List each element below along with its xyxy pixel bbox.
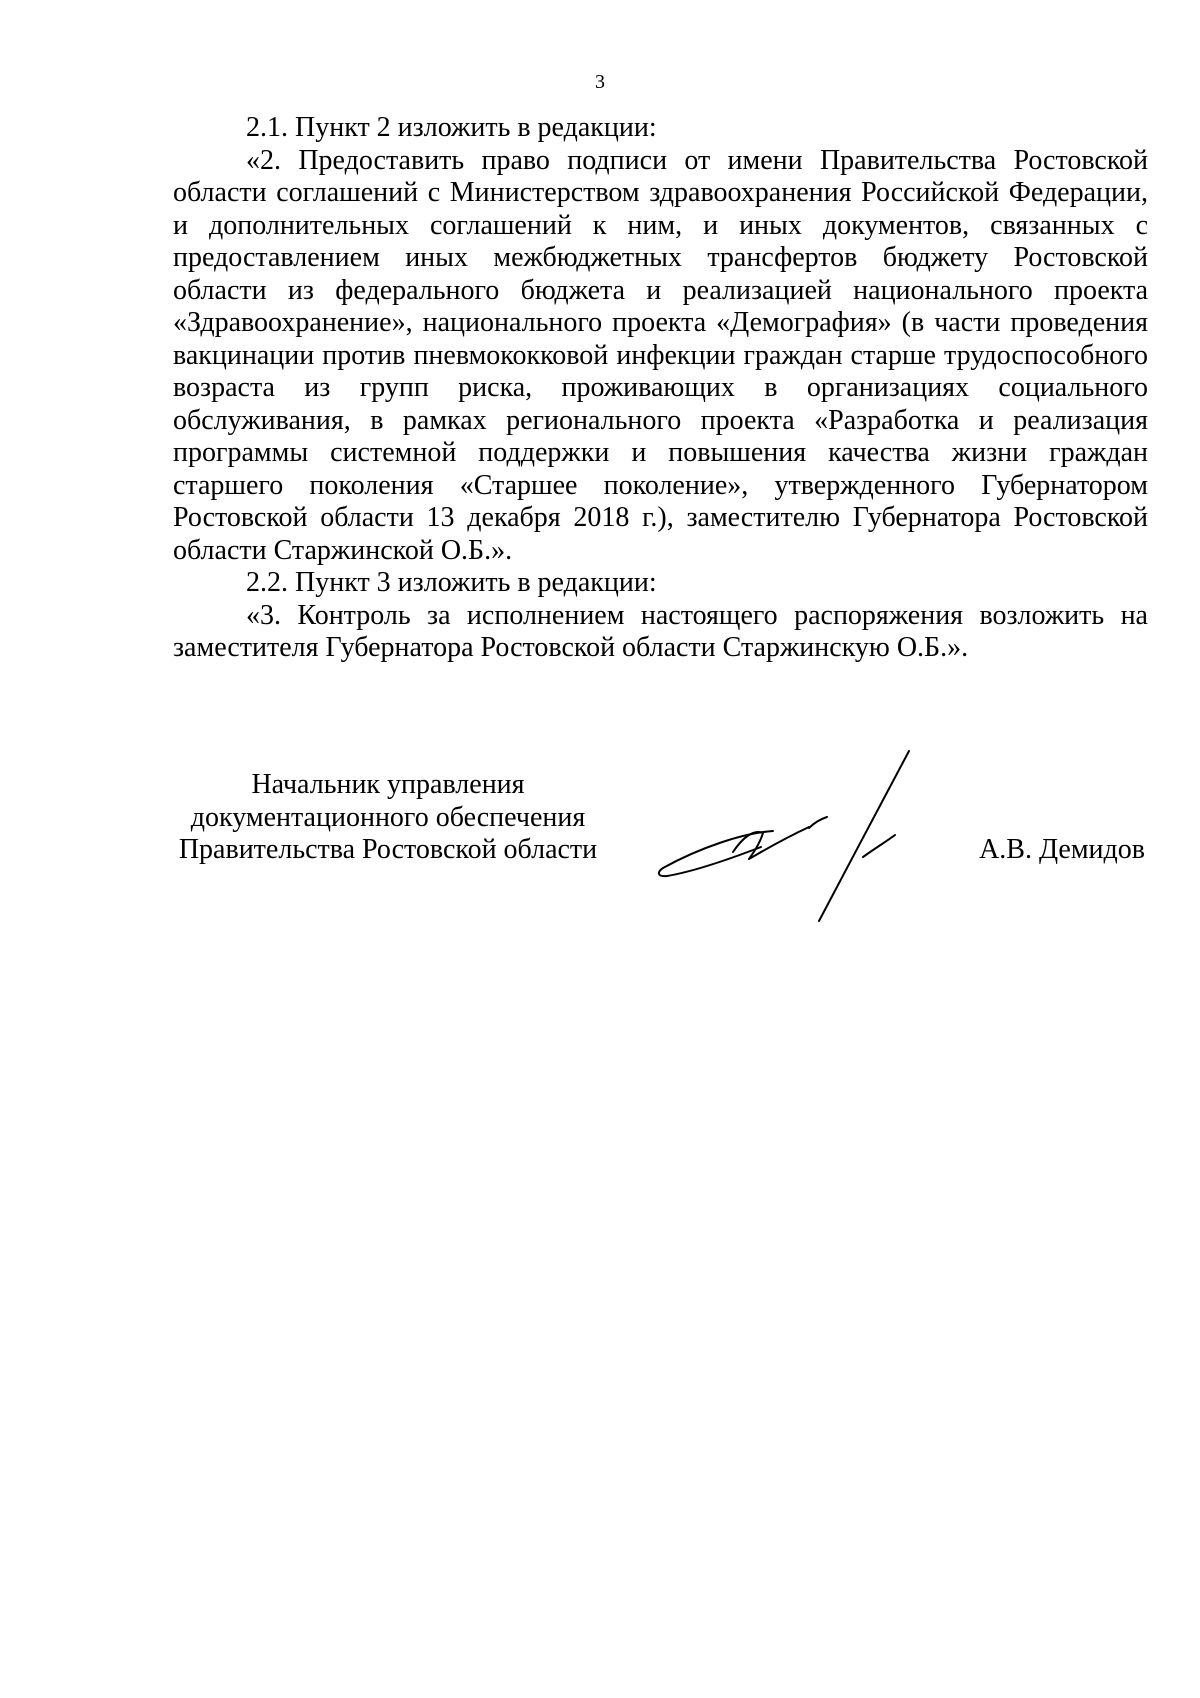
position-line: Начальник управления <box>251 769 525 800</box>
paragraph-item-2-1: 2.1. Пункт 2 изложить в редакции: <box>246 112 657 143</box>
signatory-position <box>173 769 603 867</box>
document-body <box>173 112 1148 665</box>
signatory-name: А.В. Демидов <box>979 834 1145 865</box>
paragraph-item-2-2: 2.2. Пункт 3 изложить в редакции: <box>246 567 657 598</box>
signature-block <box>173 769 1148 949</box>
paragraph-item-2-text: «2. Предоставить право подписи от имени Правительства Ростовской области соглашений с Министерством здравоохранения Российской Федерации, и дополнительных соглашений к ним, и иных документов, связанных с предоставлением иных межбюджетных трансфертов бюджету Ростовской области из федерального бюджета и реализацией национального проекта «Здравоохранение», национального проекта «Демография» (в части проведения вакцинации против пневмококковой инфекции граждан старше трудоспособного возраста из групп риска, проживающих в организациях социального обслуживания, в рамках регионального проекта «Разработка и реализация программы системной поддержки и повышения качества жизни граждан старшего поколения «Старшее поколение», утвержденного Губернатором Ростовской области 13 декабря 2018 г.), заместителю Губернатора Ростовской области Старжинской О.Б.». <box>173 144 1148 566</box>
paragraph-item-3-text: «3. Контроль за исполнением настоящего распоряжения возложить на заместителя Губернатора Ростовской области Старжинскую О.Б.». <box>173 599 1148 663</box>
position-line: документационного обеспечения <box>190 801 586 833</box>
page-number: 3 <box>595 71 605 93</box>
handwritten-signature <box>651 749 951 929</box>
position-line: Правительства Ростовской области <box>178 834 598 865</box>
